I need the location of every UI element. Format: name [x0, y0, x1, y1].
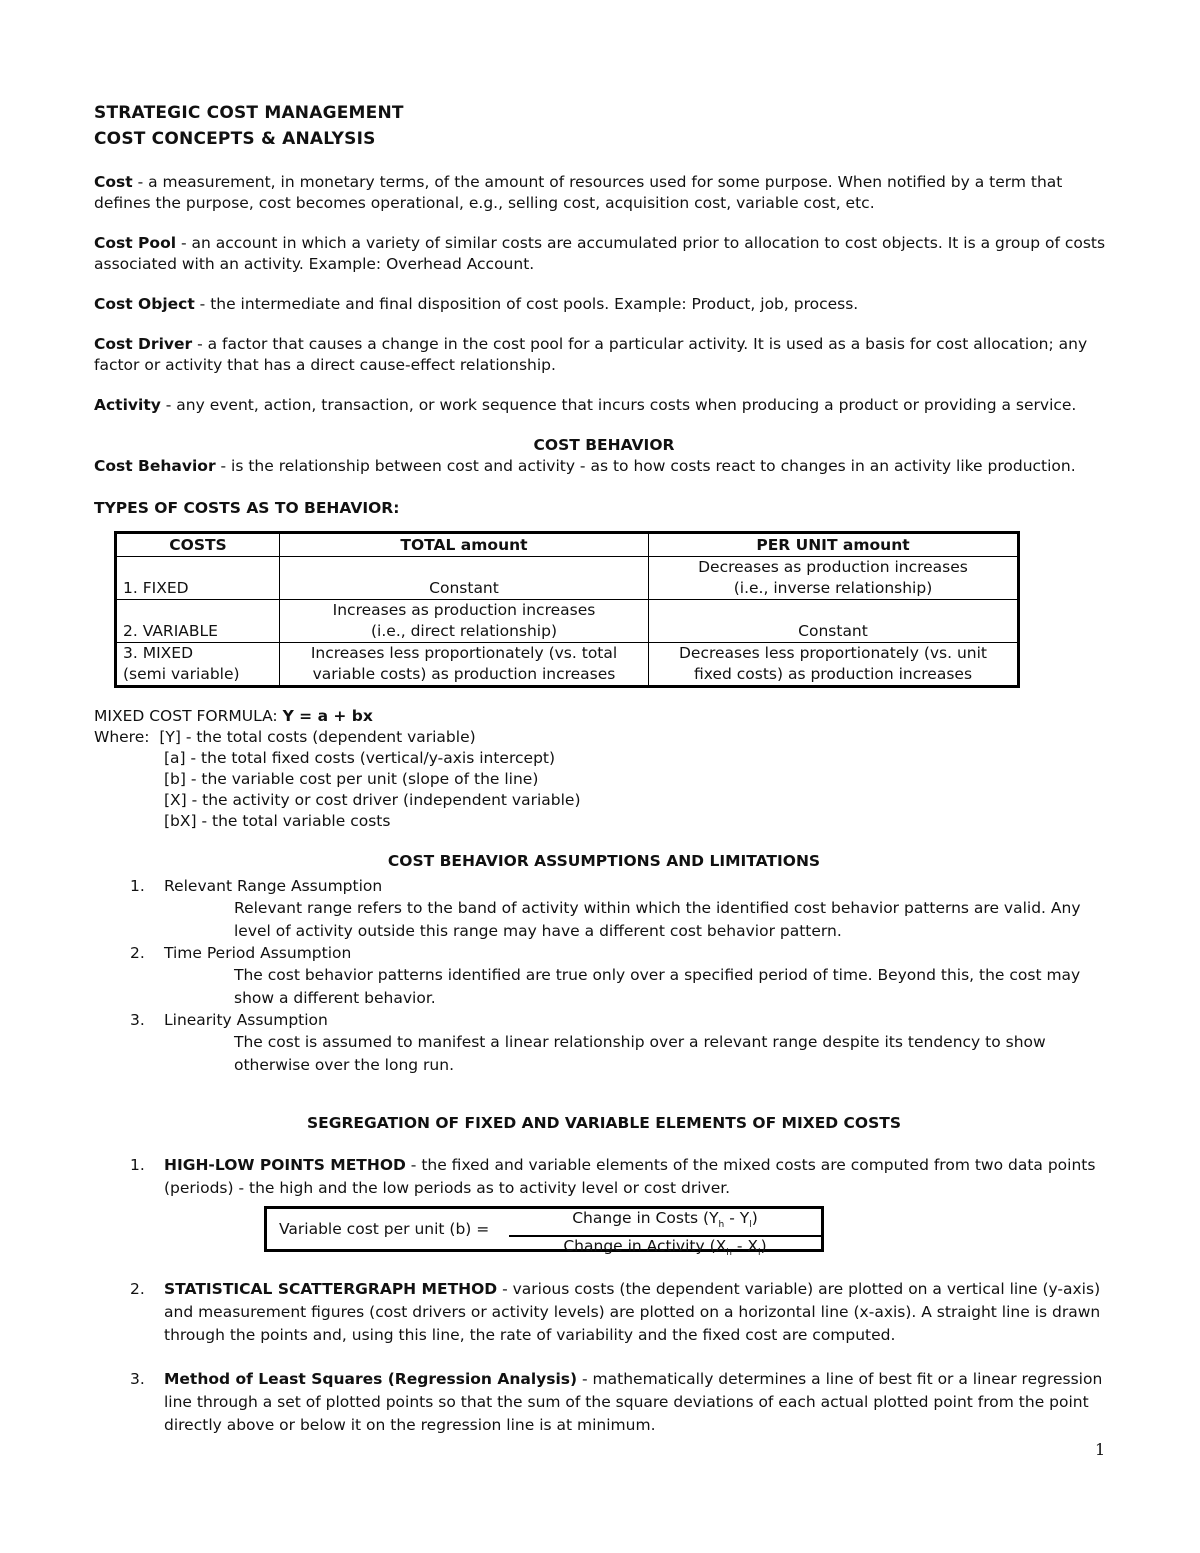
table-cell: 3. MIXED (semi variable) [116, 643, 280, 687]
table-row [116, 643, 1019, 687]
table-row [116, 600, 1019, 643]
term-cost-driver: Cost Driver [94, 335, 193, 353]
definition-cost-object: Cost Object - the intermediate and final disposition of cost pools. Example: Product, job, process. [94, 295, 859, 313]
where-item: [bX] - the total variable costs [164, 812, 391, 830]
list-item: 3. Method of Least Squares (Regression Analysis) - mathematically determines a line of best fit or a linear regression line through a set of plotted points so that the sum of the square deviations of each actual plotted point from the point directly above or below it on the regression line is at minimum. [130, 1370, 1103, 1434]
term-cost-behavior: Cost Behavior [94, 457, 216, 475]
list-item: 2. Time Period Assumption The cost behavior patterns identified are true only over a specified period of time. Beyond this, the cost may show a different behavior. [130, 944, 1081, 1007]
table-cell: Increases as production increases (i.e., direct relationship) [280, 600, 649, 643]
list-item: 1. HIGH-LOW POINTS METHOD - the fixed and variable elements of the mixed costs are computed from two data points (periods) - the high and the low periods as to activity level or cost driver. [130, 1156, 1096, 1197]
table-cell: Constant [649, 600, 1019, 643]
formula-label: Variable cost per unit (b) = [279, 1219, 490, 1238]
types-heading: TYPES OF COSTS AS TO BEHAVIOR: [94, 499, 400, 517]
table-header: COSTS [116, 533, 280, 557]
formula-numerator: Change in Costs $(Y_h - Y_l)$ [509, 1209, 821, 1237]
where-item: [b] - the variable cost per unit (slope of the line) [164, 770, 539, 788]
cost-behavior-heading: COST BEHAVIOR [533, 436, 675, 454]
assumptions-list [94, 876, 1114, 1077]
table-cell: Decreases less proportionately (vs. unit fixed costs) as production increases [649, 643, 1019, 687]
table-cell: Constant [280, 557, 649, 600]
definition-cost-pool: Cost Pool - an account in which a variety of similar costs are accumulated prior to allocation to cost objects. It is a group of costs associated with an activity. Example: Overhead Account. [94, 234, 1106, 273]
cost-types-table [114, 531, 1020, 688]
table-header: PER UNIT amount [649, 533, 1019, 557]
definition-cost-driver: Cost Driver - a factor that causes a change in the cost pool for a particular activity. It is used as a basis for cost allocation; any factor or activity that has a direct cause-effect relationship. [94, 335, 1088, 374]
list-item: 1. Relevant Range Assumption Relevant range refers to the band of activity within which the identified cost behavior patterns are valid. Any level of activity outside this range may have a different cost behavior pattern. [130, 877, 1081, 940]
doc-subtitle: COST CONCEPTS & ANALYSIS [94, 129, 376, 149]
formula-fraction [509, 1209, 821, 1259]
list-item: 2. STATISTICAL SCATTERGRAPH METHOD - various costs (the dependent variable) are plotted on a vertical line (y-axis) and measurement figures (cost drivers or activity levels) are plotted on a horizontal line (x-axis). A straight line is drawn through the points and, using this line, the rate of variability and the fixed cost are computed. [130, 1280, 1101, 1344]
segregation-heading: SEGREGATION OF FIXED AND VARIABLE ELEMENTS OF MIXED COSTS [306, 1114, 902, 1132]
mixed-cost-formula: MIXED COST FORMULA: Y = a + bx [94, 707, 373, 725]
assumptions-heading: COST BEHAVIOR ASSUMPTIONS AND LIMITATIONS [387, 852, 821, 870]
list-item: 3. Linearity Assumption The cost is assumed to manifest a linear relationship over a relevant range despite its tendency to show otherwise over the long run. [130, 1011, 1046, 1074]
table-cell: 2. VARIABLE [116, 600, 280, 643]
doc-title: STRATEGIC COST MANAGEMENT [94, 103, 404, 123]
high-low-formula-box [264, 1206, 824, 1259]
formula-equation: Y = a + bx [282, 707, 373, 725]
methods-list [94, 1154, 1114, 1200]
definition-cost: Cost - a measurement, in monetary terms, of the amount of resources used for some purpose. When notified by a term that defines the purpose, cost becomes operational, e.g., selling cost, acquisition cost, variable cost, etc. [94, 173, 1063, 212]
table-cell: Decreases as production increases (i.e., inverse relationship) [649, 557, 1019, 600]
where-item: [X] - the activity or cost driver (independent variable) [164, 791, 581, 809]
methods-list-cont [94, 1278, 1114, 1437]
table-cell: 1. FIXED [116, 557, 280, 600]
table-header: TOTAL amount [280, 533, 649, 557]
definition-cost-behavior: Cost Behavior - is the relationship between cost and activity - as to how costs react to changes in an activity like production. [94, 457, 1076, 475]
formula-denominator: Change in Activity $(X_h - X_l)$ [563, 1237, 767, 1259]
table-row [116, 557, 1019, 600]
where-block: Where: [Y] - the total costs (dependent variable) [94, 728, 476, 746]
term-cost-object: Cost Object [94, 295, 195, 313]
where-item: [a] - the total fixed costs (vertical/y-axis intercept) [164, 749, 556, 767]
document-page [94, 100, 1114, 1437]
page-number: 1 [1095, 1440, 1106, 1459]
table-cell: Increases less proportionately (vs. total variable costs) as production increases [280, 643, 649, 687]
term-cost-pool: Cost Pool [94, 234, 177, 252]
term-cost: Cost [94, 173, 133, 191]
definition-activity: Activity - any event, action, transaction, or work sequence that incurs costs when producing a product or providing a service. [94, 396, 1077, 414]
term-activity: Activity [94, 396, 161, 414]
table-header-row [116, 533, 1019, 557]
